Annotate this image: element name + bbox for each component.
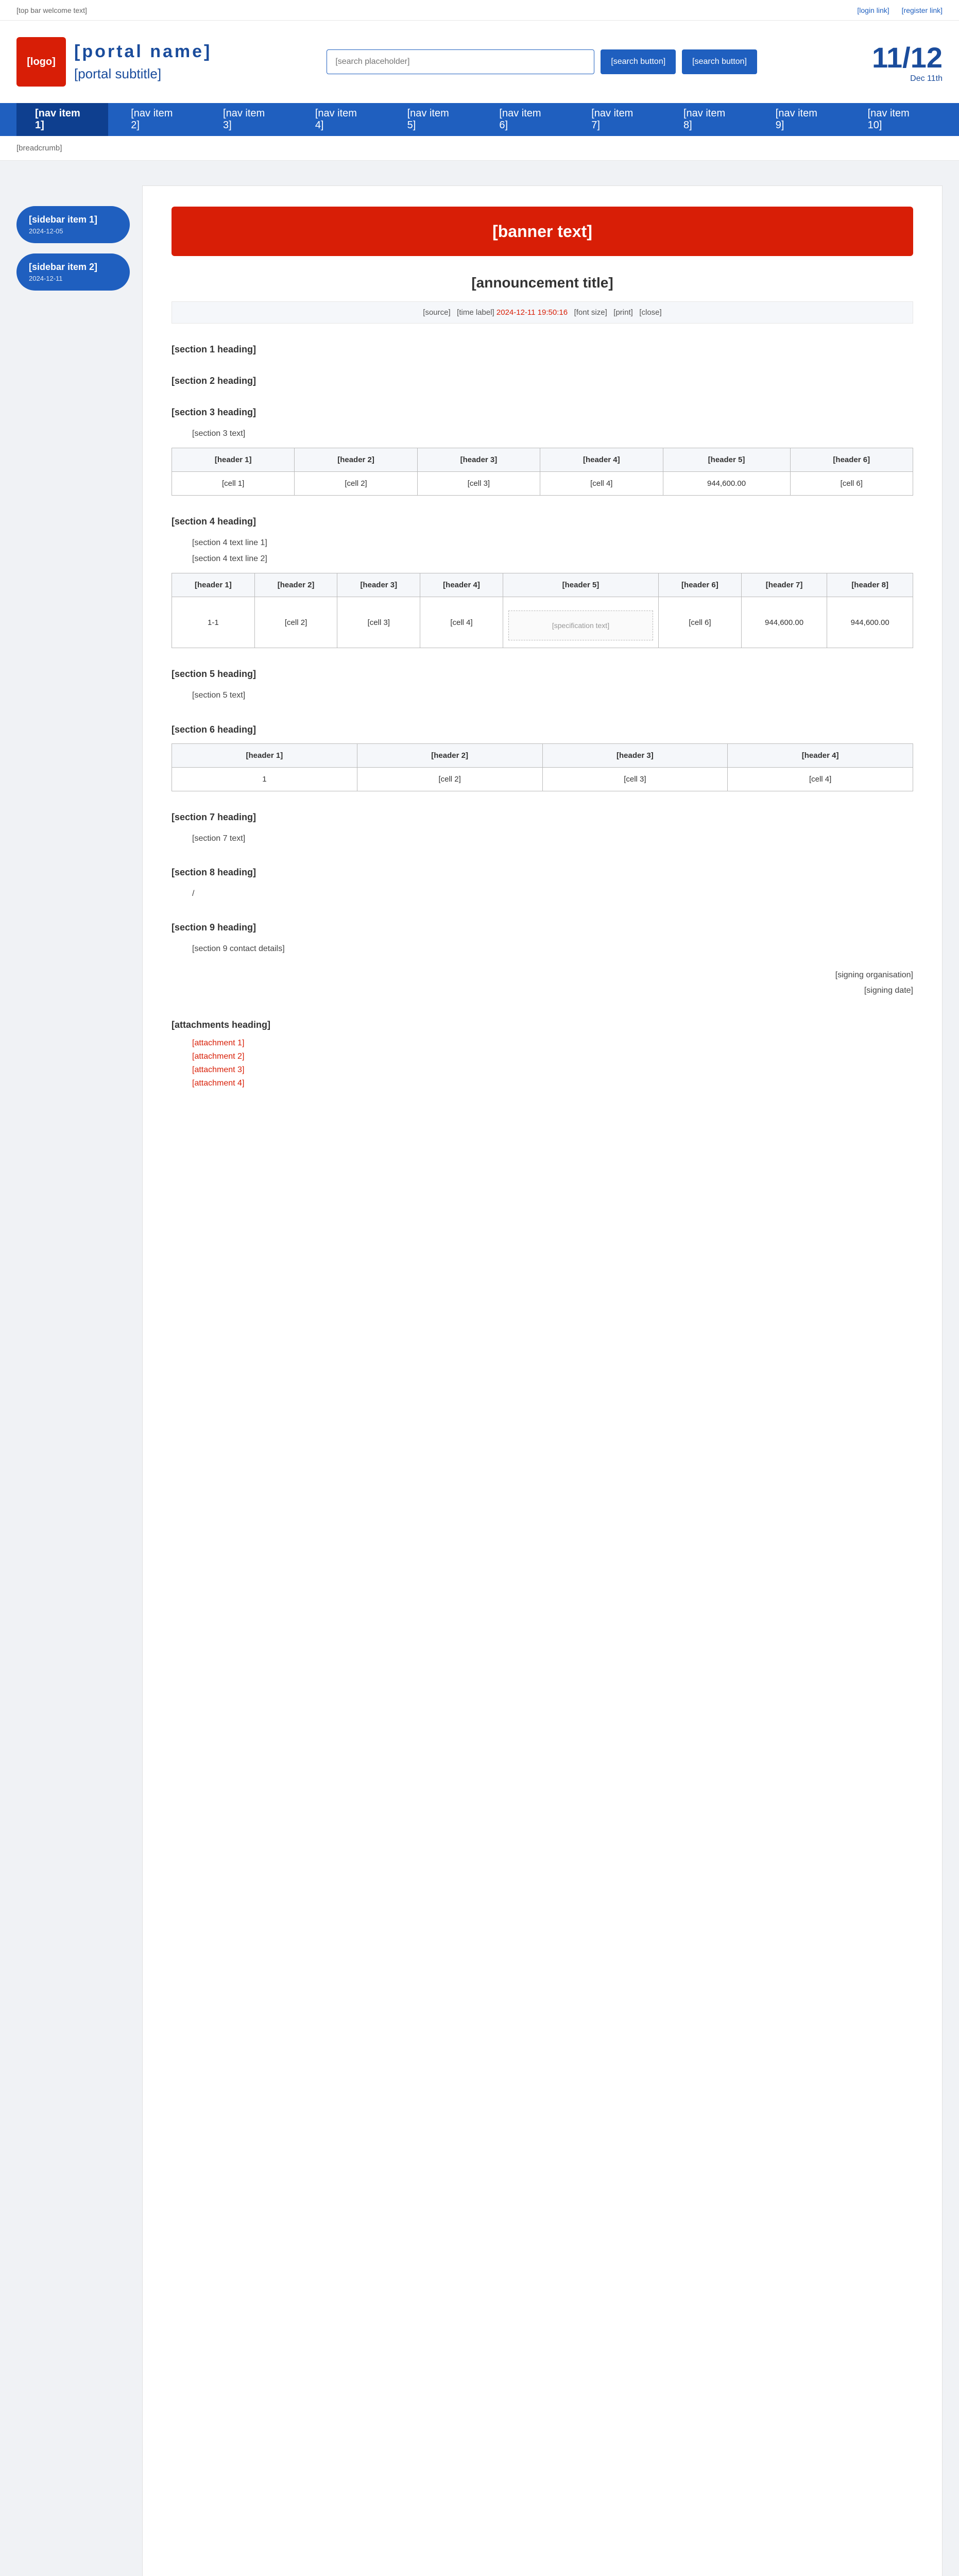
fee-table bbox=[172, 743, 913, 791]
signing-date: [signing date] bbox=[864, 986, 913, 995]
section-text: [section 5 text] bbox=[192, 691, 246, 700]
section-heading: [section 8 heading] bbox=[172, 867, 256, 877]
sidebar-item-2[interactable] bbox=[16, 253, 130, 291]
breadcrumb[interactable]: [breadcrumb] bbox=[0, 136, 959, 161]
table-cell: [cell 3] bbox=[417, 472, 540, 496]
brand bbox=[16, 37, 212, 87]
attachment-link[interactable]: [attachment 1] bbox=[192, 1038, 245, 1047]
main-nav bbox=[0, 103, 959, 136]
column-header: [header 6] bbox=[790, 448, 913, 472]
section-heading: [section 6 heading] bbox=[172, 724, 256, 735]
table-cell: [cell 4] bbox=[728, 767, 913, 791]
sidebar-item-date: 2024-12-11 bbox=[29, 275, 63, 282]
section-heading: [section 2 heading] bbox=[172, 376, 256, 386]
section-6 bbox=[172, 724, 913, 791]
column-header: [header 3] bbox=[337, 573, 420, 597]
column-header: [header 5] bbox=[503, 573, 658, 597]
register-link[interactable]: [register link] bbox=[901, 6, 943, 14]
table-cell: 944,600.00 bbox=[741, 597, 827, 648]
attachment-link[interactable]: [attachment 3] bbox=[192, 1065, 245, 1074]
result-table bbox=[172, 448, 913, 496]
table-cell: 944,600.00 bbox=[827, 597, 913, 648]
section-8 bbox=[172, 867, 913, 902]
attachment-link[interactable]: [attachment 4] bbox=[192, 1078, 245, 1088]
nav-item-1[interactable]: [nav item 1] bbox=[16, 103, 108, 136]
section-text: [section 7 text] bbox=[192, 834, 246, 843]
table-row bbox=[172, 597, 913, 648]
sidebar-item-date: 2024-12-05 bbox=[29, 227, 63, 235]
date-display bbox=[872, 41, 943, 83]
table-cell: [cell 6] bbox=[790, 472, 913, 496]
section-7 bbox=[172, 812, 913, 846]
table-cell: [cell 1] bbox=[172, 472, 295, 496]
main-area bbox=[16, 185, 943, 2576]
greeting-text: [top bar welcome text] bbox=[16, 6, 87, 14]
section-text: [section 4 text line 2] bbox=[192, 554, 267, 563]
section-3 bbox=[172, 407, 913, 496]
section-text: [section 3 text] bbox=[192, 429, 246, 438]
column-header: [header 8] bbox=[827, 573, 913, 597]
sidebar-item-1[interactable] bbox=[16, 206, 130, 243]
search-area bbox=[327, 49, 757, 74]
nav-item-2[interactable]: [nav item 2] bbox=[131, 108, 173, 131]
nav-item-7[interactable]: [nav item 7] bbox=[591, 108, 633, 131]
sidebar-item-title: [sidebar item 1] bbox=[29, 214, 98, 225]
column-header: [header 1] bbox=[172, 573, 255, 597]
sidebar bbox=[16, 185, 130, 2576]
site-header bbox=[0, 21, 959, 103]
table-cell: 1 bbox=[172, 767, 357, 791]
table-cell: [cell 6] bbox=[659, 597, 742, 648]
attachments-heading: [attachments heading] bbox=[172, 1019, 271, 1030]
attachments bbox=[172, 1020, 913, 1088]
search-input[interactable] bbox=[327, 49, 594, 74]
column-header: [header 2] bbox=[295, 448, 417, 472]
nav-item-3[interactable]: [nav item 3] bbox=[223, 108, 265, 131]
section-4 bbox=[172, 516, 913, 648]
top-bar bbox=[0, 0, 959, 21]
column-header: [header 4] bbox=[540, 448, 663, 472]
column-header: [header 2] bbox=[254, 573, 337, 597]
section-heading: [section 4 heading] bbox=[172, 516, 256, 527]
table-cell bbox=[503, 597, 658, 648]
sidebar-item-title: [sidebar item 2] bbox=[29, 262, 98, 272]
nav-item-6[interactable]: [nav item 6] bbox=[499, 108, 541, 131]
announcement-content bbox=[142, 185, 943, 2576]
section-1 bbox=[172, 344, 913, 355]
column-header: [header 1] bbox=[172, 743, 357, 767]
table-cell: [cell 4] bbox=[540, 472, 663, 496]
specification-text: [specification text] bbox=[508, 611, 653, 640]
top-bar-links bbox=[857, 6, 943, 14]
notice-banner: [banner text] bbox=[172, 207, 913, 256]
section-heading: [section 5 heading] bbox=[172, 669, 256, 680]
column-header: [header 4] bbox=[420, 573, 503, 597]
table-cell: [cell 4] bbox=[420, 597, 503, 648]
column-header: [header 1] bbox=[172, 448, 295, 472]
meta-source: [source] bbox=[423, 308, 451, 317]
section-5 bbox=[172, 669, 913, 703]
table-cell: 1-1 bbox=[172, 597, 255, 648]
section-heading: [section 9 heading] bbox=[172, 922, 256, 933]
nav-item-9[interactable]: [nav item 9] bbox=[775, 108, 817, 131]
search-button[interactable]: [search button] bbox=[601, 49, 676, 74]
table-row bbox=[172, 472, 913, 496]
brand-text bbox=[74, 42, 212, 82]
section-9 bbox=[172, 922, 913, 998]
print-link[interactable]: [print] bbox=[613, 308, 633, 317]
date-number: 11/12 bbox=[871, 41, 943, 74]
search-all-button[interactable]: [search button] bbox=[682, 49, 757, 74]
close-link[interactable]: [close] bbox=[639, 308, 662, 317]
table-header-row bbox=[172, 448, 913, 472]
font-size-control[interactable]: [font size] bbox=[574, 308, 607, 317]
table-cell: [cell 2] bbox=[357, 767, 542, 791]
section-text: / bbox=[192, 889, 195, 898]
nav-item-8[interactable]: [nav item 8] bbox=[683, 108, 726, 131]
table-row bbox=[172, 767, 913, 791]
column-header: [header 4] bbox=[728, 743, 913, 767]
table-header-row bbox=[172, 573, 913, 597]
nav-item-5[interactable]: [nav item 5] bbox=[407, 108, 449, 131]
signing-organisation: [signing organisation] bbox=[835, 970, 913, 979]
nav-item-4[interactable]: [nav item 4] bbox=[315, 108, 357, 131]
section-heading: [section 7 heading] bbox=[172, 811, 256, 822]
page-title: [announcement title] bbox=[471, 275, 613, 291]
meta-line bbox=[172, 301, 913, 324]
column-header: [header 5] bbox=[663, 448, 790, 472]
items-table bbox=[172, 573, 913, 648]
column-header: [header 3] bbox=[417, 448, 540, 472]
attachment-link[interactable]: [attachment 2] bbox=[192, 1052, 245, 1061]
site-subtitle: [portal subtitle] bbox=[74, 66, 162, 81]
table-header-row bbox=[172, 743, 913, 767]
section-2 bbox=[172, 376, 913, 386]
column-header: [header 2] bbox=[357, 743, 542, 767]
table-cell: [cell 2] bbox=[295, 472, 417, 496]
section-heading: [section 1 heading] bbox=[172, 344, 256, 354]
section-text: [section 9 contact details] bbox=[192, 944, 285, 954]
date-text: Dec 11th bbox=[910, 74, 943, 83]
column-header: [header 6] bbox=[659, 573, 742, 597]
meta-time-value: 2024-12-11 19:50:16 bbox=[496, 308, 568, 317]
meta-time-label: [time label] bbox=[457, 308, 494, 317]
site-logo[interactable]: [logo] bbox=[16, 37, 66, 87]
nav-item-10[interactable]: [nav item 10] bbox=[867, 108, 910, 131]
login-link[interactable]: [login link] bbox=[857, 6, 889, 14]
table-cell: [cell 3] bbox=[337, 597, 420, 648]
table-cell: [cell 3] bbox=[542, 767, 728, 791]
table-cell: [cell 2] bbox=[254, 597, 337, 648]
column-header: [header 3] bbox=[542, 743, 728, 767]
site-title: [portal name] bbox=[74, 42, 212, 61]
section-text: [section 4 text line 1] bbox=[192, 538, 267, 548]
table-cell: 944,600.00 bbox=[663, 472, 790, 496]
section-heading: [section 3 heading] bbox=[172, 407, 256, 417]
column-header: [header 7] bbox=[741, 573, 827, 597]
